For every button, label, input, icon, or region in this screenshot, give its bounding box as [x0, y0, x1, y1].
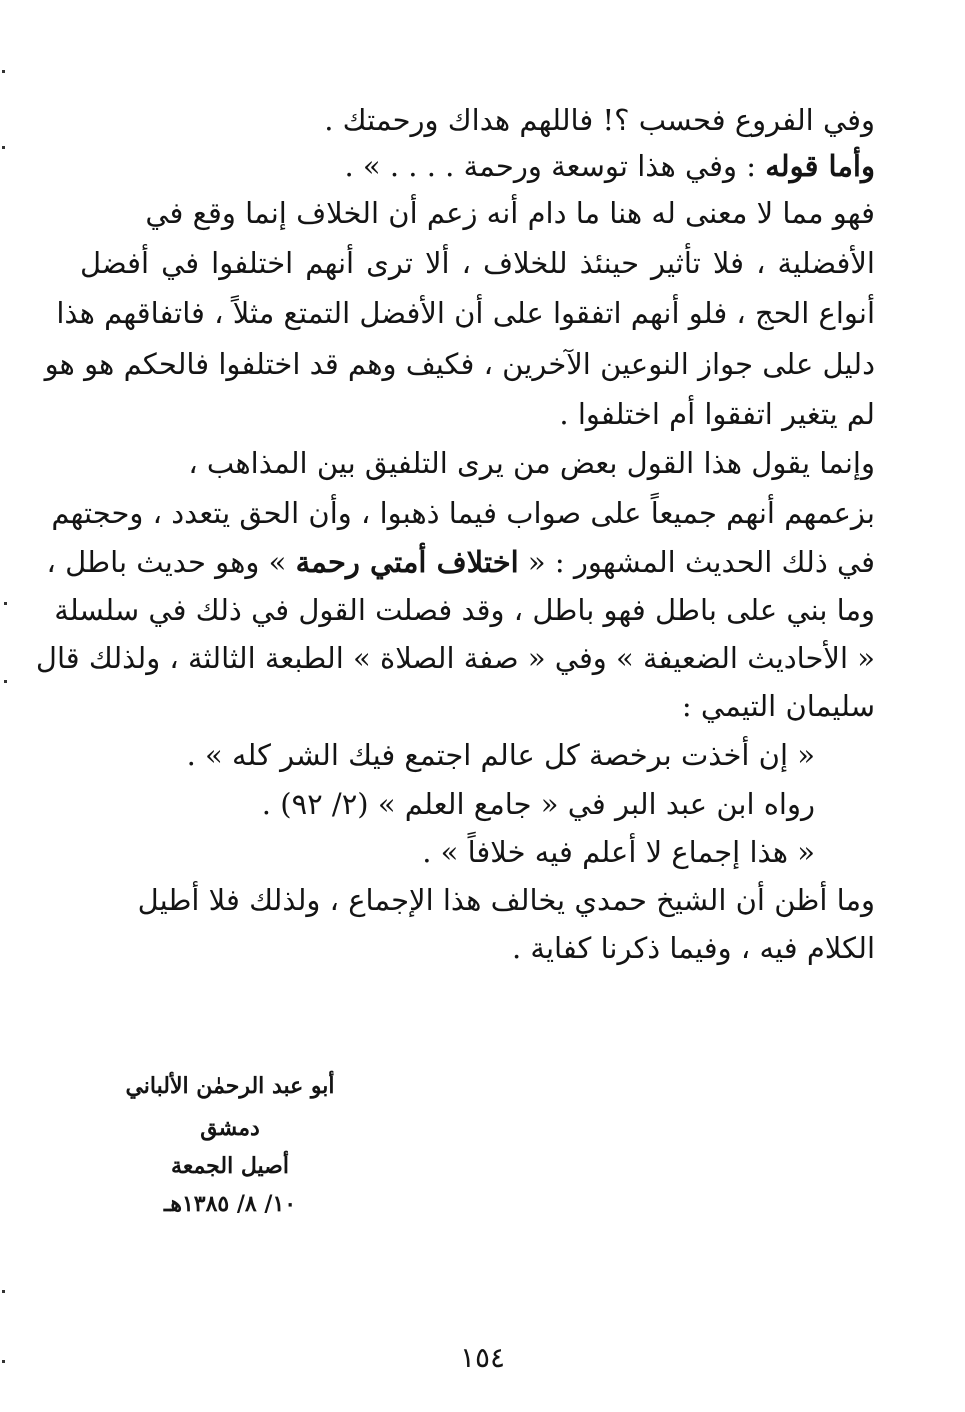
page-number: ١٥٤ [459, 1341, 506, 1374]
text-line-7: لم يتغير اتفقوا أم اختلفوا . [559, 397, 875, 431]
signature-date: ١٠/ ٨/ ١٣٨٥هـ [163, 1191, 297, 1217]
text-line-9: بزعمهم أنهم جميعاً على صواب فيما ذهبوا ، وأن الحق يتعدد ، وحجتهم [51, 496, 875, 530]
text-line-11: وما بني على باطل فهو باطل ، وقد فصلت القول في ذلك في سلسلة [54, 593, 875, 627]
text-line-8: وإنما يقول هذا القول بعض من يرى التلفيق بين المذاهب ، [188, 446, 875, 480]
scan-mark [4, 602, 7, 605]
scan-mark [2, 70, 5, 73]
signature-time: أصيل الجمعة [171, 1153, 289, 1179]
text-line-13: سليمان التيمي : [681, 689, 875, 723]
text-line-2-rest: : وفي هذا توسعة ورحمة . . . . » . [344, 149, 757, 183]
scan-mark [2, 1360, 5, 1363]
text-line-3: فهو مما لا معنى له هنا ما دام أنه زعم أن الخلاف إنما وقع في [145, 196, 875, 230]
text-line-4: الأفضلية ، فلا تأثير حينئذ للخلاف ، ألا ترى أنهم اختلفوا في أفضل [80, 246, 875, 280]
scan-mark [4, 680, 7, 683]
scan-mark [2, 1290, 5, 1293]
signature-author: أبو عبد الرحمٰن الألباني [125, 1073, 335, 1099]
text-line-10-start: في ذلك الحديث المشهور : « [527, 545, 875, 579]
text-line-10 [46, 542, 875, 582]
text-line-2 [344, 146, 875, 186]
quote-line-3: « هذا إجماع لا أعلم فيه خلافاً » . [422, 835, 815, 869]
signature-city: دمشق [200, 1115, 260, 1141]
text-line-14: وما أظن أن الشيخ حمدي يخالف هذا الإجماع ، ولذلك فلا أطيل [137, 883, 875, 917]
text-line-12: « الأحاديث الضعيفة » وفي « صفة الصلاة » الطبعة الثالثة ، ولذلك قال [35, 641, 875, 675]
quote-line-2: رواه ابن عبد البر في « جامع العلم » (٢/ ٩٢) . [261, 787, 815, 821]
text-line-1: وفي الفروع فحسب ؟! فاللهم هداك ورحمتك . [324, 103, 875, 137]
scan-mark [2, 146, 5, 149]
quote-line-1: « إن أخذت برخصة كل عالم اجتمع فيك الشر كله » . [186, 738, 815, 772]
text-line-10-end: » وهو حديث باطل ، [46, 545, 287, 579]
text-line-5: أنواع الحج ، فلو أنهم اتفقوا على أن الأفضل التمتع مثلاً ، فاتفاقهم هذا [56, 296, 875, 330]
bold-heading: وأما قوله [765, 149, 875, 183]
text-line-6: دليل على جواز النوعين الآخرين ، فكيف وهم قد اختلفوا فالحكم هو هو [44, 347, 875, 381]
text-line-15: الكلام فيه ، وفيما ذكرنا كفاية . [512, 931, 875, 965]
hadith-title: اختلاف أمتي رحمة [295, 545, 519, 579]
